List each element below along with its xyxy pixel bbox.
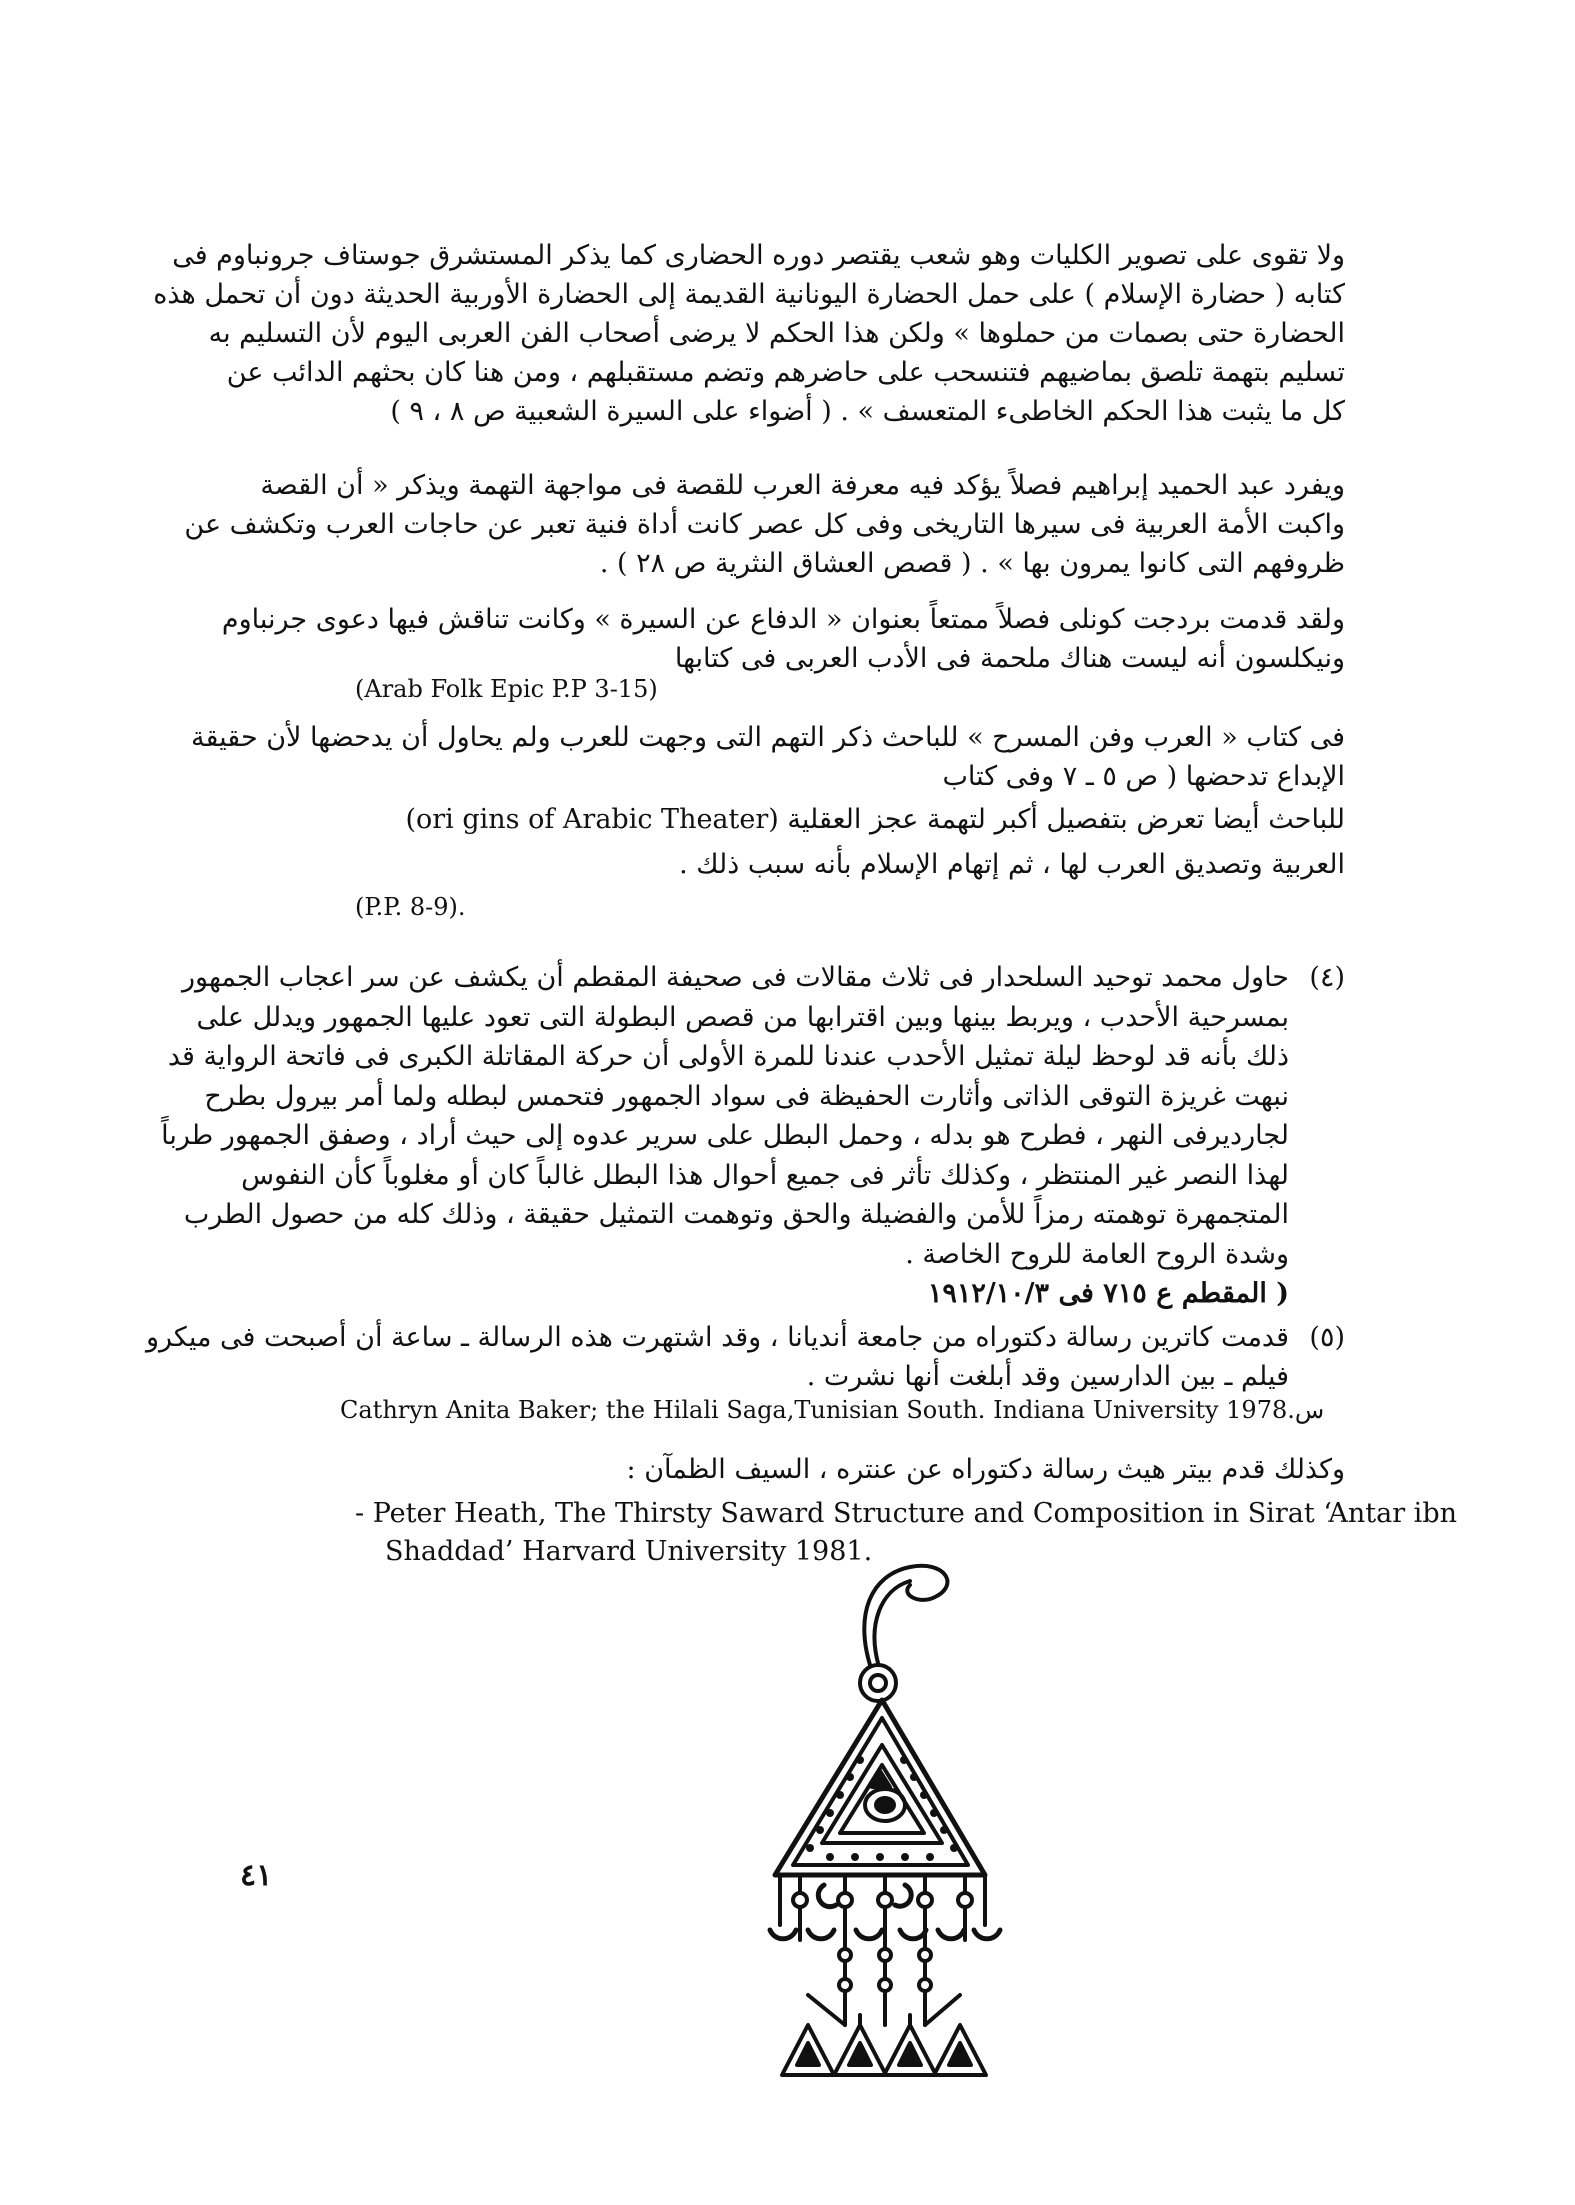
text-line: وشدة الروح العامة للروح الخاصة . — [905, 1238, 1289, 1270]
text-line: كل ما يثبت هذا الحكم الخاطىء المتعسف » . ( أضواء على السيرة الشعبية ص ٨ ، ٩ ) — [390, 396, 1345, 427]
text-line: ذلك بأنه قد لوحظ ليلة تمثيل الأحدب عندنا للمرة الأولى أن حركة المقاتلة الكبرى فى فاتحة الرواية قد — [167, 1041, 1289, 1072]
text-line: ظروفهم التى كانوا يمرون بها » . ( قصص العشاق النثرية ص ٢٨ ) . — [599, 548, 1345, 579]
text-line: الحضارة حتى بصمات من حملوها » ولكن هذا الحكم لا يرضى أصحاب الفن العربى اليوم لأن التسليم به — [208, 318, 1345, 349]
paragraph-4 — [191, 718, 1345, 796]
paragraph-5 — [355, 800, 1345, 884]
footnote-5-body — [146, 1318, 1345, 1396]
text-line: نبهت غريزة التوقى الذاتى وأثارت الحفيظة فى سواد الجمهور فتحمس لبطله ولما أمر بيرول بطرح — [204, 1080, 1289, 1112]
footnote-number: (٤) — [1309, 962, 1345, 993]
text-line: ونيكلسون أنه ليست هناك ملحمة فى الأدب العربى فى كتابها — [674, 643, 1345, 674]
footnote-5-reference — [340, 1393, 1350, 1427]
text-line: حاول محمد توحيد السلحدار فى ثلاث مقالات فى صحيفة المقطم أن يكشف عن سر اعجاب الجمهور — [182, 962, 1289, 993]
triangular-pendant-icon — [760, 1555, 1060, 2135]
footnote-4-body — [161, 958, 1345, 1314]
text-line — [355, 800, 1345, 839]
baker-reference: Cathryn Anita Baker; the Hilali Saga,Tunisian South. Indiana University 1978. — [340, 1396, 1295, 1424]
reference-suffix: س — [1294, 1396, 1325, 1424]
text-line: بمسرحية الأحدب ، ويربط بينها وبين اقترابها من قصص البطولة التى تعود عليها الجمهور ويدلل على — [196, 1001, 1289, 1033]
text-line: ولا تقوى على تصوير الكليات وهو شعب يقتصر دوره الحضارى كما يذكر المستشرق جوستاف جرونباوم فى — [172, 240, 1345, 271]
text-line: تسليم بتهمة تلصق بماضيهم فتنسحب على حاضرهم وتضم مستقبلهم ، ومن هنا كان بحثهم الدائب عن — [226, 357, 1345, 388]
text-line: المتجمهرة توهمته رمزاً للأمن والفضيلة والحق وتوهمت التمثيل حقيقة ، وذلك كله من حصول الطرب — [183, 1199, 1289, 1230]
text-line: واكبت الأمة العربية فى سيرها التاريخى وفى كل عصر كانت أداة فنية تعبر عن حاجات العرب وتكشف عن — [184, 509, 1345, 540]
page-number: ٤١ — [240, 1858, 273, 1893]
paragraph-3 — [221, 600, 1345, 678]
text-line: - Peter Heath, The Thirsty Saward Structure and Composition in Sirat ‘Antar ibn — [355, 1498, 1457, 1529]
text-line: الإبداع تدحضها ( ص ٥ ـ ٧ وفى كتاب — [942, 761, 1345, 792]
reference-arab-folk-epic: (Arab Folk Epic P.P 3-15) — [355, 675, 658, 703]
reference-pp-8-9: (P.P. 8-9). — [355, 893, 466, 921]
text-line: ويفرد عبد الحميد إبراهيم فصلاً يؤكد فيه معرفة العرب للقصة فى مواجهة التهمة ويذكر « أن القصة — [260, 470, 1345, 501]
paragraph-1 — [153, 236, 1345, 431]
paragraph-2 — [184, 466, 1345, 583]
text-line: Shaddad’ Harvard University 1981. — [385, 1536, 873, 1567]
theater-title-ar: للباحث أيضا تعرض بتفصيل أكبر لتهمة عجز العقلية — [787, 804, 1345, 835]
text-line: العربية وتصديق العرب لها ، ثم إتهام الإسلام بأنه سبب ذلك . — [679, 849, 1345, 880]
footnote-5 — [146, 1318, 1345, 1396]
text-line: ولقد قدمت بردجت كونلى فصلاً ممتعاً بعنوان « الدفاع عن السيرة » وكانت تناقش فيها دعوى جرنباوم — [221, 604, 1345, 635]
text-line: فيلم ـ بين الدارسين وقد أبلغت أنها نشرت . — [806, 1361, 1289, 1392]
footnote-number: (٥) — [1309, 1322, 1345, 1353]
paragraph-6 — [355, 1450, 1345, 1489]
text-line: قدمت كاترين رسالة دكتوراه من جامعة أنديانا ، وقد اشتهرت هذه الرسالة ـ ساعة أن أصبحت فى ميكرو — [146, 1322, 1289, 1353]
text-line: ( المقطم ع ٧١٥ فى ١٩١٢/١٠/٣ — [927, 1278, 1289, 1309]
text-line: فى كتاب « العرب وفن المسرح » للباحث ذكر التهم التى وجهت للعرب ولم يحاول أن يدحضها لأن حقيقة — [191, 722, 1345, 753]
text-line: لهذا النصر غير المنتظر ، وكذلك تأثر فى جميع أحوال هذا البطل غالباً كان أو مغلوباً كأن النفوس — [241, 1159, 1289, 1191]
theater-title-en: (ori gins of Arabic Theater) — [405, 804, 779, 835]
text-line: لجارديرفى النهر ، فطرح هو بدله ، وحمل البطل على سرير عدوه إلى حيث أراد ، وصفق الجمهور طرباً — [161, 1120, 1289, 1151]
text-line: وكذلك قدم بيتر هيث رسالة دكتوراه عن عنتره ، السيف الظمآن : — [626, 1454, 1345, 1485]
footnote-4 — [161, 958, 1345, 1314]
text-line: كتابه ( حضارة الإسلام ) على حمل الحضارة اليونانية القديمة إلى الحضارة الأوربية الحديثة دون أن تحمل هذه — [153, 279, 1345, 310]
